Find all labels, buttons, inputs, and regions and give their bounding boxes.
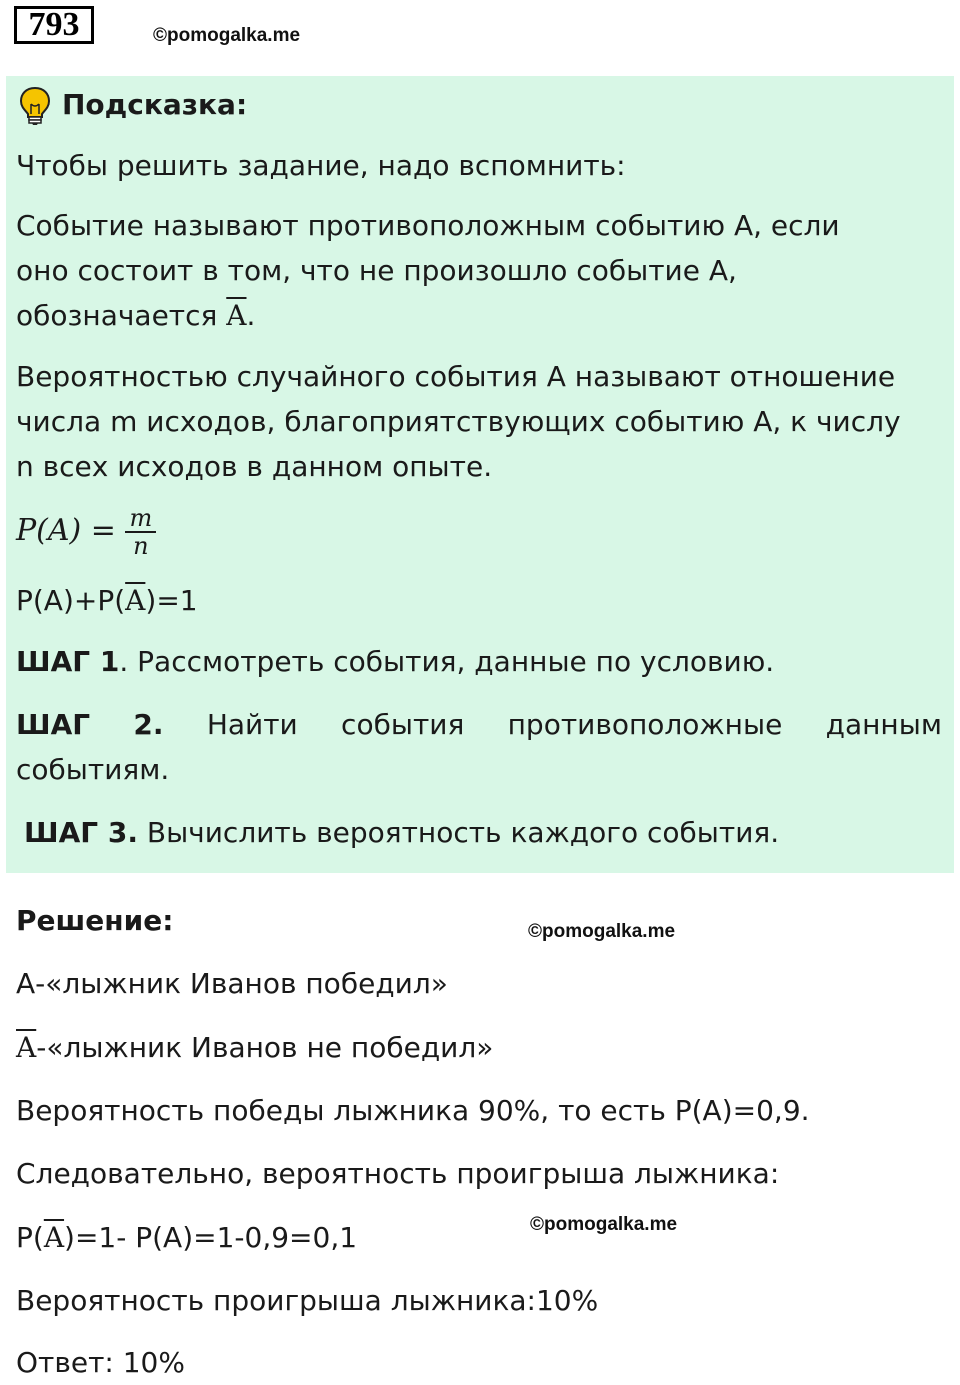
solution-line-consequently: Следовательно, вероятность проигрыша лыжника: (16, 1157, 780, 1190)
step-1 (16, 639, 774, 684)
step-2-word: 2. (133, 708, 164, 741)
formula-numerator: m (125, 505, 156, 533)
formula-denominator: n (133, 532, 149, 560)
a-bar-symbol: $\overline{A}$ (16, 1031, 37, 1064)
solution-title: Решение: (16, 904, 174, 937)
solution-line-event-not-a (16, 1025, 493, 1070)
lightbulb-icon (18, 86, 52, 126)
step-2-line2: событиям. (16, 753, 170, 786)
solution-calc-b: )=1- Р(А)=1-0,9=0,1 (64, 1221, 358, 1254)
watermark-top: ©pomogalka.me (153, 25, 301, 46)
a-bar-symbol: $\overline{A}$ (125, 584, 146, 617)
formula-probability (16, 503, 156, 559)
step-1-text: . Рассмотреть события, данные по условию. (119, 645, 775, 678)
step-2-word: противоположные (507, 708, 783, 741)
solution-line-calculation (16, 1215, 357, 1260)
solution-line2-text: -«лыжник Иванов не победил» (36, 1031, 494, 1064)
hint-def2-line2: числа m исходов, благоприятствующих событию А, к числу (16, 405, 901, 438)
hint-title: Подсказка: (62, 88, 248, 121)
step-2-word: события (341, 708, 465, 741)
step-2-word: данным (825, 708, 942, 741)
hint-def2-line3: n всех исходов в данном опыте. (16, 450, 493, 483)
step-1-label: ШАГ 1 (16, 645, 120, 678)
task-number: 793 (14, 6, 94, 44)
solution-answer: Ответ: 10% (16, 1346, 185, 1379)
hint-def1-line3 (16, 293, 255, 338)
formula-complement-b: )=1 (145, 584, 198, 617)
solution-line-loss-probability: Вероятность проигрыша лыжника:10% (16, 1284, 599, 1317)
hint-def2-line1: Вероятностью случайного события А называют отношение (16, 360, 896, 393)
a-bar-symbol: $\overline{A}$ (226, 299, 247, 332)
hint-def1-line1: Событие называют противоположным событию А, если (16, 209, 840, 242)
hint-intro: Чтобы решить задание, надо вспомнить: (16, 149, 626, 182)
step-2-line1 (16, 702, 942, 747)
a-bar-symbol: $\overline{A}$ (43, 1221, 65, 1254)
hint-def1-line3-text: обозначается (16, 299, 227, 332)
formula-lhs: P(A) = (16, 513, 126, 548)
formula-complement (16, 578, 198, 623)
step-2-word: ШАГ (16, 708, 91, 741)
solution-line-probability: Вероятность победы лыжника 90%, то есть Р(А)=0,9. (16, 1094, 810, 1127)
hint-def1-line3-end: . (246, 299, 256, 332)
step-3 (24, 810, 779, 855)
solution-line-event-a: А-«лыжник Иванов победил» (16, 967, 448, 1000)
solution-calc-a: Р( (16, 1221, 44, 1254)
formula-complement-a: P(A)+P( (16, 584, 126, 617)
watermark-bottom: ©pomogalka.me (530, 1214, 678, 1235)
step-3-label: ШАГ 3. (24, 816, 138, 849)
step-2-word: Найти (206, 708, 298, 741)
step-3-text: Вычислить вероятность каждого события. (137, 816, 780, 849)
hint-def1-line2: оно состоит в том, что не произошло событие А, (16, 254, 737, 287)
formula-fraction (125, 505, 156, 559)
watermark-middle: ©pomogalka.me (528, 921, 676, 942)
